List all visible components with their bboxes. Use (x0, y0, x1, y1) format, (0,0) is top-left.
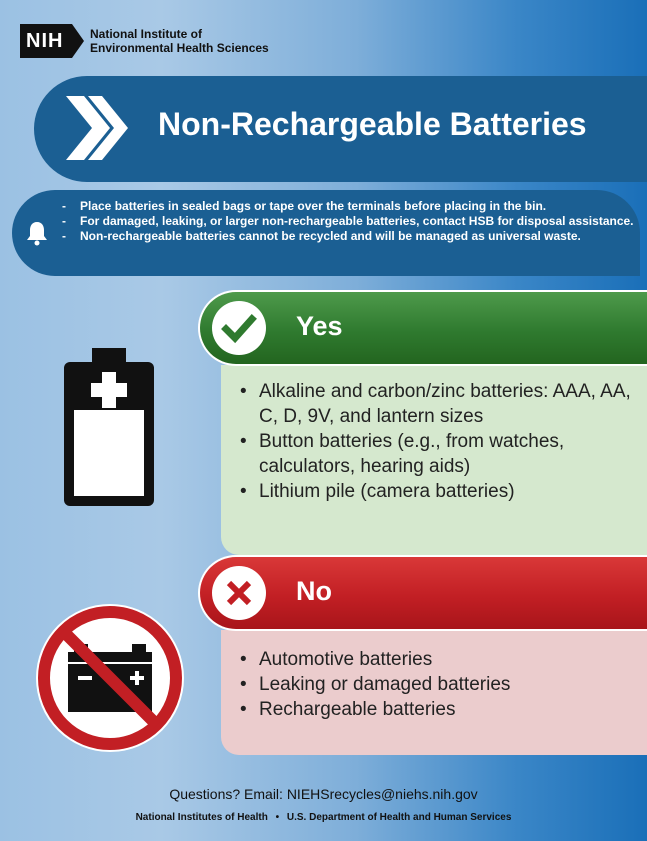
institute-name-line1: National Institute of (90, 27, 202, 41)
yes-panel (221, 365, 647, 555)
yes-label: Yes (296, 311, 343, 341)
nih-logo (20, 24, 269, 58)
x-icon (221, 575, 257, 611)
battery-icon (62, 348, 156, 508)
yes-list-item: • Button batteries (e.g., from watches, calculators, hearing aids) (237, 429, 637, 479)
no-list (237, 647, 637, 722)
footer-org-nih: National Institutes of Health (135, 812, 268, 823)
notice-item: - For damaged, leaking, or larger non-rechargeable batteries, contact HSB for disposal assistance. (60, 214, 638, 229)
notice-item: - Place batteries in sealed bags or tape over the terminals before placing in the bin. (60, 199, 638, 214)
yes-badge (212, 301, 266, 355)
check-icon (221, 310, 257, 346)
no-badge (212, 566, 266, 620)
institute-name (90, 27, 269, 55)
yes-list-item: • Alkaline and carbon/zinc batteries: AAA, AA, C, D, 9V, and lantern sizes (237, 379, 637, 429)
no-list-item: • Rechargeable batteries (237, 697, 637, 722)
page-title: Non-Rechargeable Batteries (158, 106, 587, 142)
notice-item: - Non-rechargeable batteries cannot be recycled and will be managed as universal waste. (60, 229, 638, 244)
nih-badge: NIH (20, 24, 72, 58)
no-car-battery-icon (36, 604, 184, 752)
footer-separator: • (275, 812, 280, 823)
yes-list (237, 379, 637, 504)
bell-icon (26, 220, 48, 246)
footer-org-hhs: U.S. Department of Health and Human Services (286, 812, 512, 823)
no-header (198, 555, 647, 631)
yes-list-item: • Lithium pile (camera batteries) (237, 479, 637, 504)
footer-org (0, 812, 647, 823)
no-panel (221, 630, 647, 755)
institute-name-line2: Environmental Health Sciences (90, 41, 269, 55)
notice-box (12, 190, 640, 276)
no-list-item: • Automotive batteries (237, 647, 637, 672)
title-banner (34, 76, 647, 182)
no-list-item: • Leaking or damaged batteries (237, 672, 637, 697)
yes-header (198, 290, 647, 366)
no-label: No (296, 576, 332, 606)
notice-list (60, 199, 638, 244)
contact-email: Questions? Email: NIEHSrecycles@niehs.nih.gov (169, 786, 478, 802)
chevron-right-icon (62, 92, 134, 164)
